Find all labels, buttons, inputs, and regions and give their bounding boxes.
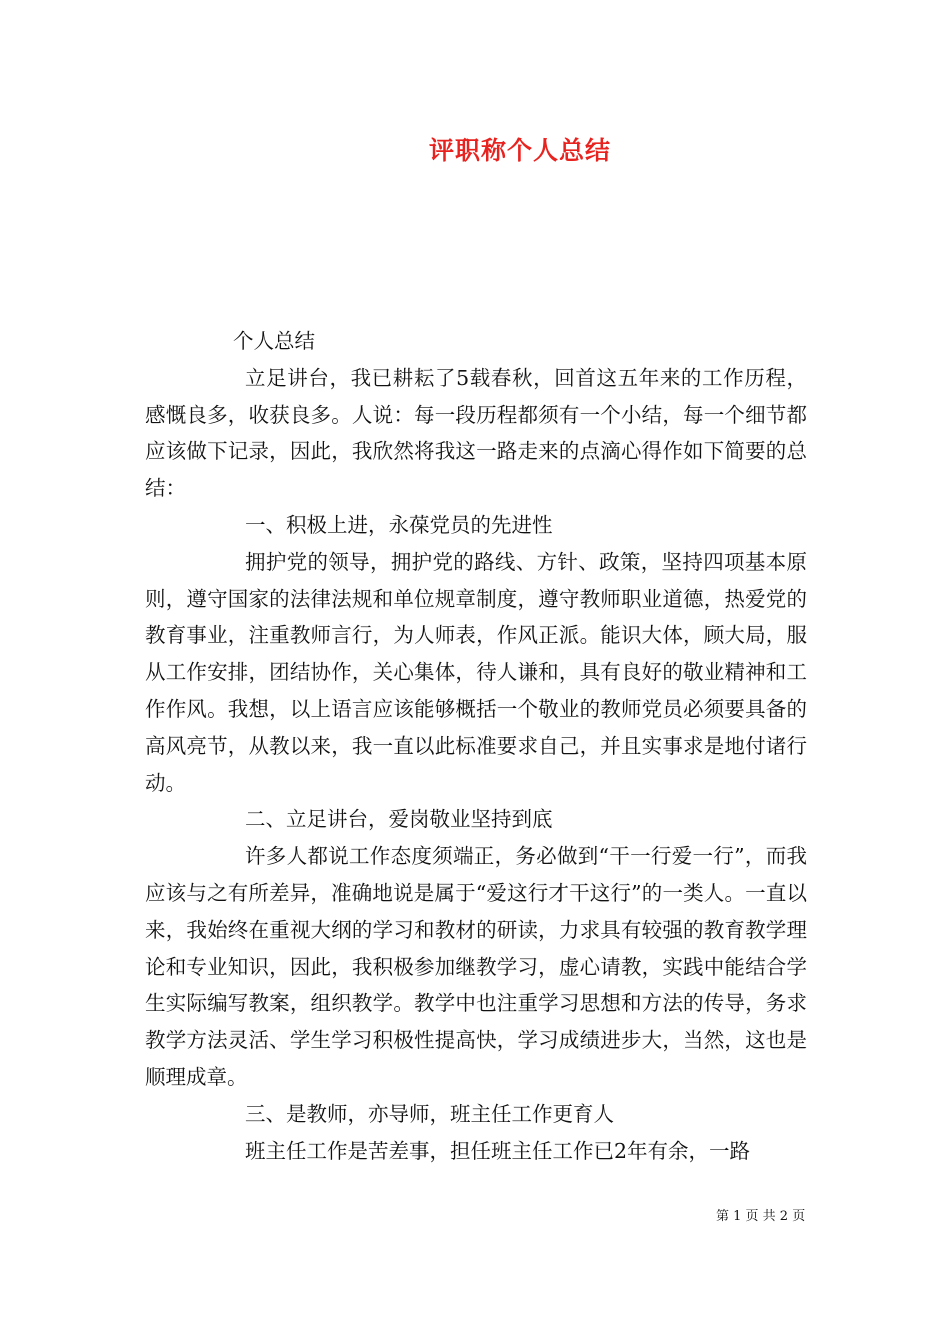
document-title: 评职称个人总结 [428, 136, 611, 165]
paragraph-section-2: 许多人都说工作态度须端正，务必做到“干一行爱一行”，而我应该与之有所差异，准确地说是属于“爱这行才干这行”的一类人。一直以来，我始终在重视大纲的学习和教材的研读，力求具有较强的教育教学理论和专业知识，因此，我积极参加继教学习，虚心请教，实践中能结合学生实际编写教案，组织教学。教学中也注重学习思想和方法的传导，务求教学方法灵活、学生学习积极性提高快，学习成绩进步大，当然，这也是顺理成章。 [145, 844, 807, 1089]
section-heading-3: 三、是教师，亦导师，班主任工作更育人 [245, 1101, 614, 1126]
section-heading-1: 一、积极上进，永葆党员的先进性 [245, 512, 553, 537]
document-body [145, 323, 807, 1169]
paragraph-section-1: 拥护党的领导，拥护党的路线、方针、政策，坚持四项基本原则，遵守国家的法律法规和单位规章制度，遵守教师职业道德，热爱党的教育事业，注重教师言行，为人师表，作风正派。能识大体，顾大局，服从工作安排，团结协作，关心集体，待人谦和，具有良好的敬业精神和工作作风。我想，以上语言应该能够概括一个敬业的教师党员必须要具备的高风亮节，从教以来，我一直以此标准要求自己，并且实事求是地付诸行动。 [145, 549, 807, 795]
section-heading-2: 二、立足讲台，爱岗敬业坚持到底 [245, 807, 553, 832]
section-label: 个人总结 [233, 329, 315, 353]
paragraph-intro: 立足讲台，我已耕耘了5载春秋，回首这五年来的工作历程，感慨良多，收获良多。人说：每一段历程都须有一个小结，每一个细节都应该做下记录，因此，我欣然将我这一路走来的点滴心得作如下简要的总结： [145, 365, 807, 501]
paragraph-section-3: 班主任工作是苦差事，担任班主任工作已2年有余，一路 [245, 1138, 751, 1163]
page-number-footer: 第 1 页 共 2 页 [716, 1209, 806, 1224]
